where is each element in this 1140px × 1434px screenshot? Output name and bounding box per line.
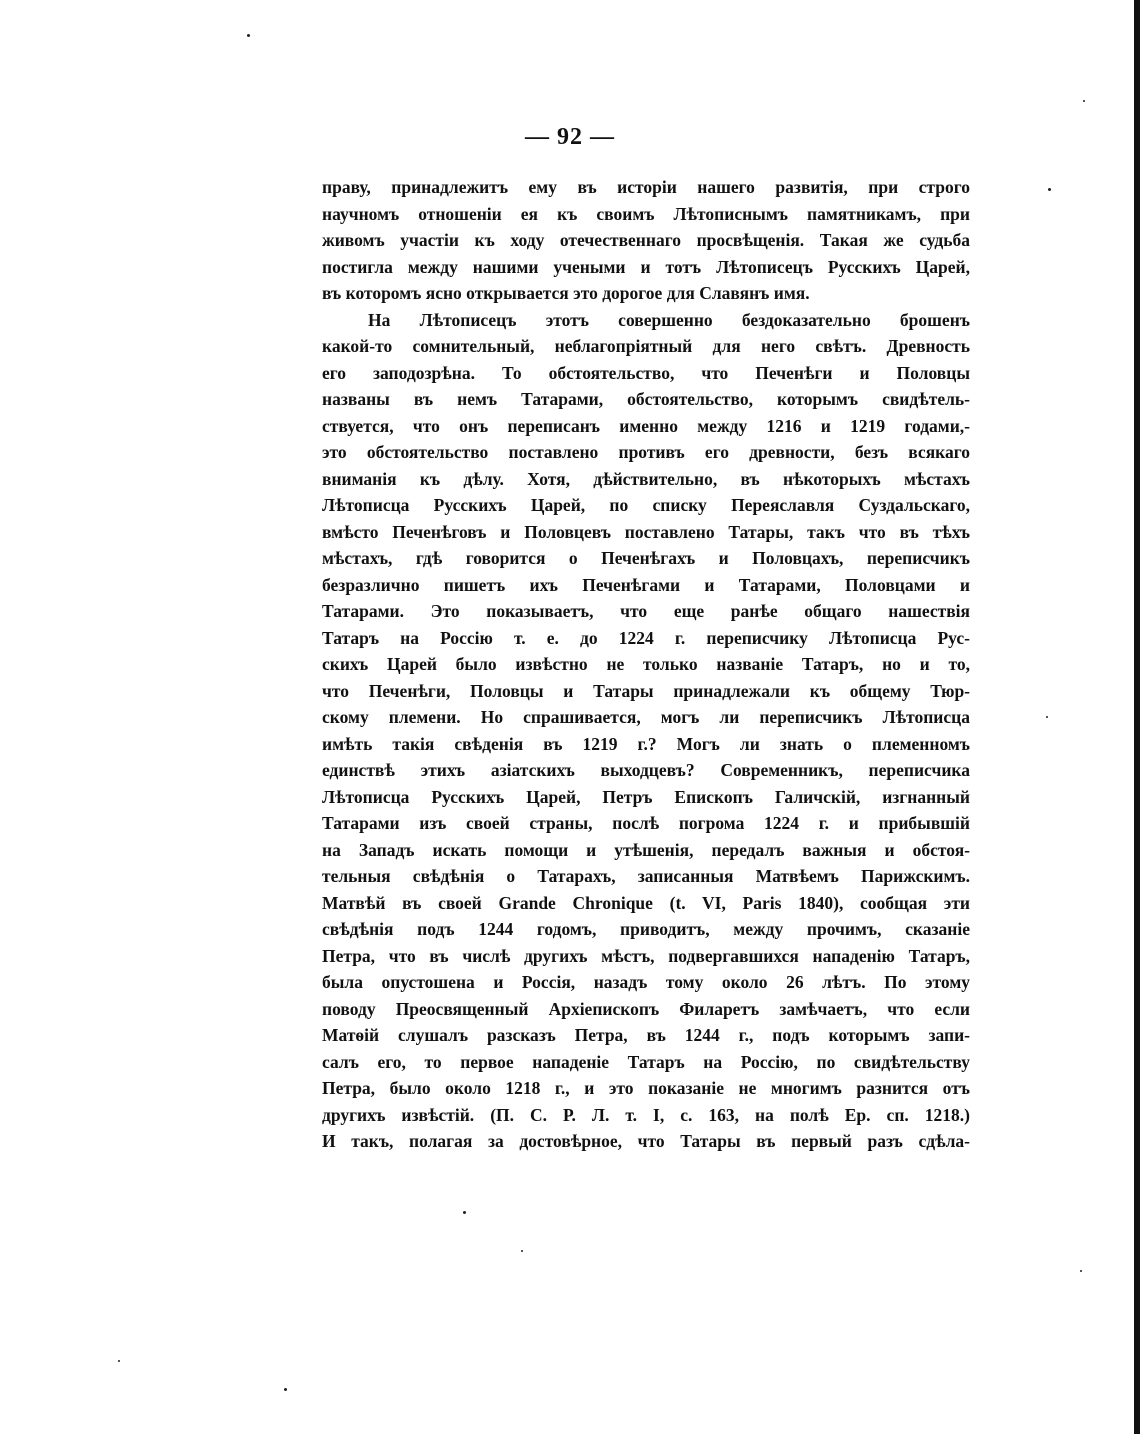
text-line: На Лѣтописецъ этотъ совершенно бездоказательно брошенъ [368,309,970,330]
text-line: что Печенѣги, Половцы и Татары принадлежали къ общему Тюр- [322,680,970,701]
scan-speck [284,1388,287,1391]
text-line: безразлично пишетъ ихъ Печенѣгами и Татарами, Половцами и [322,574,970,595]
scan-speck [1083,100,1085,102]
text-line: Петра, что въ числѣ другихъ мѣстъ, подвергавшихся нападенію Татаръ, [322,945,970,966]
text-line: скихъ Царей было извѣстно не только названіе Татаръ, но и то, [322,654,970,674]
text-line: названы въ немъ Татарами, обстоятельство, которымъ свидѣтель- [322,389,970,409]
text-line: скому племени. Но спрашивается, могъ ли переписчикъ Лѣтописца [322,707,970,727]
text-line: вниманія къ дѣлу. Хотя, дѣйствительно, въ нѣкоторыхъ мѣстахъ [322,468,970,489]
body-text [322,174,970,1155]
text-line: другихъ извѣстій. (П. С. Р. Л. т. I, с. 163, на полѣ Ер. сп. 1218.) [322,1104,970,1125]
text-line: была опустошена и Россія, назадъ тому около 26 лѣтъ. По этому [322,972,970,992]
scan-speck [1048,188,1051,191]
text-line: какой-то сомнительный, неблагопріятный для него свѣтъ. Древность [322,336,970,356]
text-line: тельныя свѣдѣнія о Татарахъ, записанныя Матвѣемъ Парижскимъ. [322,866,970,886]
text-line: постигла между нашими учеными и тотъ Лѣтописецъ Русскихъ Царей, [322,256,970,277]
scan-speck [118,1360,120,1362]
scan-speck [1046,716,1048,718]
text-line: свѣдѣнія подъ 1244 годомъ, приводитъ, между прочимъ, сказаніе [322,919,970,939]
scan-speck [521,1250,523,1252]
text-line: научномъ отношеніи ея къ своимъ Лѣтописнымъ памятникамъ, при [322,203,970,224]
text-line: на Западъ искать помощи и утѣшенія, передалъ важныя и обстоя- [322,839,970,860]
text-line: въ которомъ ясно открывается это дорогое для Славянъ имя. [322,283,810,303]
text-line: Матѳій слушалъ разсказъ Петра, въ 1244 г., подъ которымъ запи- [322,1025,970,1045]
text-line: Лѣтописца Русскихъ Царей, Петръ Епископъ Галичскій, изгнанный [322,786,970,807]
text-line: поводу Преосвященный Архіепископъ Филаретъ замѣчаетъ, что если [322,998,970,1019]
text-line: Татарами. Это показываетъ, что еще ранѣе общаго нашествія [322,601,970,621]
text-line: живомъ участіи къ ходу отечественнаго просвѣщенія. Такая же судьба [322,230,970,250]
text-line: единствѣ этихъ азіатскихъ выходцевъ? Современникъ, переписчика [322,760,970,780]
text-line: мѣстахъ, гдѣ говорится о Печенѣгахъ и Половцахъ, переписчикъ [322,548,970,568]
text-line: его заподозрѣна. То обстоятельство, что Печенѣги и Половцы [322,362,970,383]
scan-speck [1080,1270,1082,1272]
text-line: праву, принадлежитъ ему въ исторіи нашего развитія, при строго [322,177,970,197]
text-line: Матвѣй въ своей Grande Chronique (t. VI, Paris 1840), сообщая эти [322,892,970,913]
text-line: салъ его, то первое нападеніе Татаръ на Россію, по свидѣтельству [322,1051,970,1072]
text-line: Лѣтописца Русскихъ Царей, по списку Переяславля Суздальскаго, [322,495,970,515]
text-line: это обстоятельство поставлено противъ его древности, безъ всякаго [322,442,970,462]
scan-speck [463,1211,466,1214]
text-line: имѣть такія свѣденія въ 1219 г.? Могъ ли знать о племенномъ [322,733,970,754]
page-number: — 92 — [525,124,615,150]
scan-speck [247,34,250,37]
text-line: Татарами изъ своей страны, послѣ погрома 1224 г. и прибывшій [322,813,970,833]
text-line: ствуется, что онъ переписанъ именно между 1216 и 1219 годами,- [322,415,970,436]
text-line: вмѣсто Печенѣговъ и Половцевъ поставлено Татары, такъ что въ тѣхъ [322,521,970,542]
text-line: И такъ, полагая за достовѣрное, что Татары въ первый разъ сдѣла- [322,1131,970,1151]
text-line: Петра, было около 1218 г., и это показаніе не многимъ разнится отъ [322,1078,970,1098]
scan-border [1134,0,1140,1434]
text-line: Татаръ на Россію т. е. до 1224 г. переписчику Лѣтописца Рус- [322,627,970,648]
